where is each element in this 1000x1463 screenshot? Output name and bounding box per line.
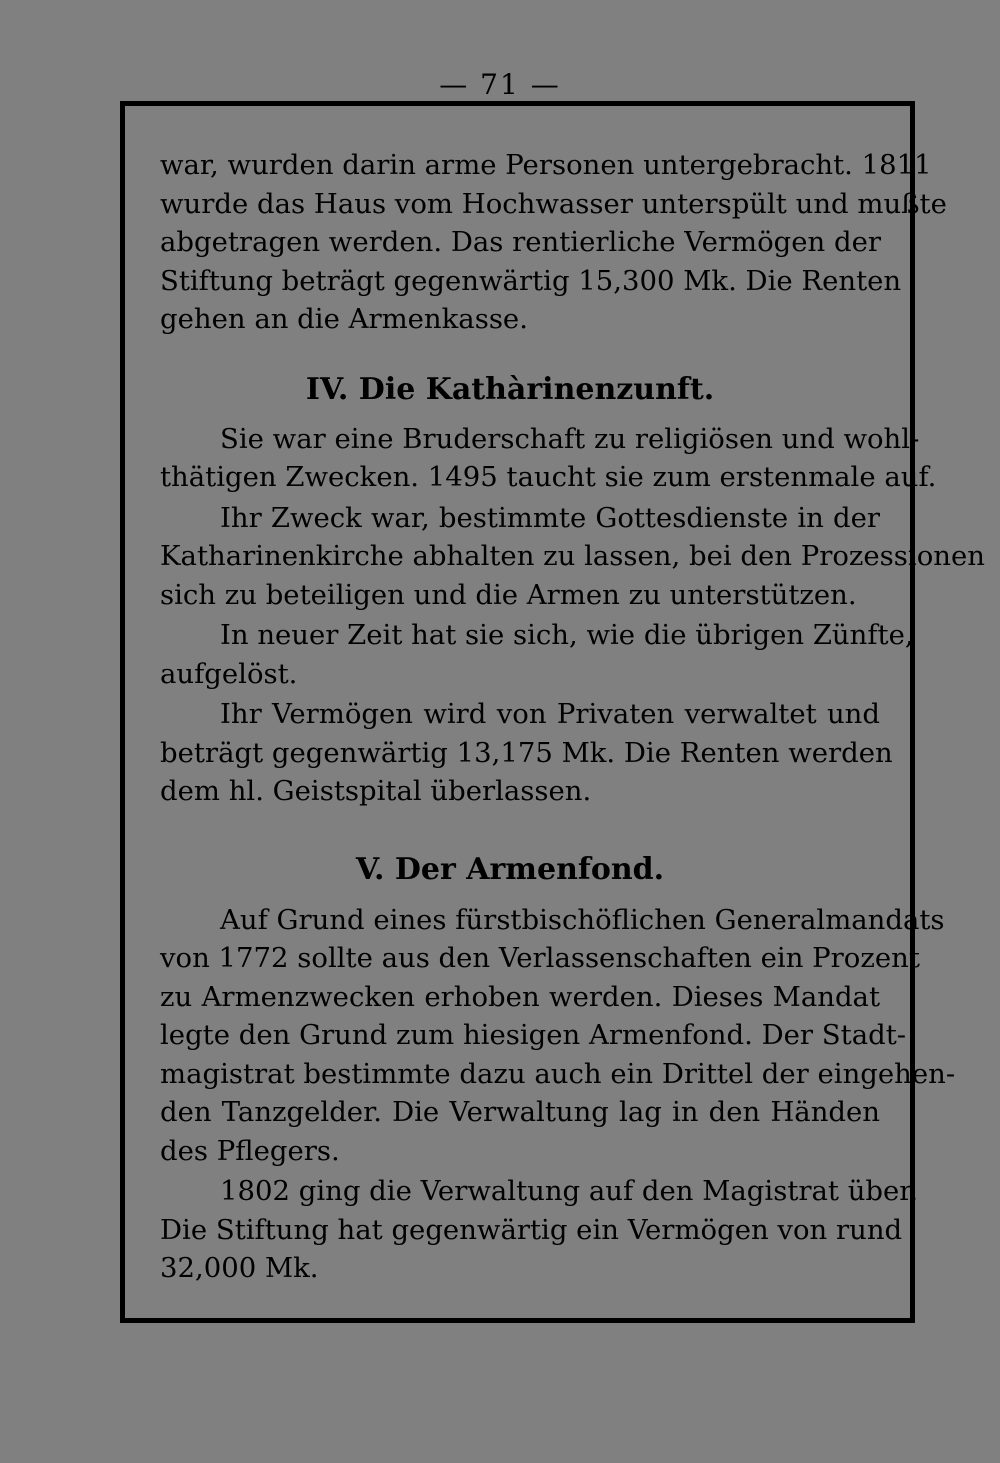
- text-line: sich zu beteiligen und die Armen zu unterstützen.: [160, 578, 857, 611]
- text-line: den Tanzgelder. Die Verwaltung lag in den Händen: [160, 1096, 880, 1128]
- paragraph: [160, 420, 937, 497]
- text-line: war, wurden darin arme Personen untergebracht. 1811: [160, 149, 932, 181]
- text-line: 1802 ging die Verwaltung auf den Magistrat über.: [220, 1175, 919, 1207]
- text-line: aufgelöst.: [160, 657, 298, 690]
- text-line: In neuer Zeit hat sie sich, wie die übrigen Zünfte,: [220, 619, 914, 651]
- page-frame: [120, 101, 985, 1323]
- text-line: wurde das Haus vom Hochwasser unterspült und mußte: [160, 187, 947, 220]
- paragraph-top: [160, 146, 947, 339]
- paragraph: [160, 901, 956, 1171]
- section-heading-iv: IV. Die Kathàrinenzunft.: [305, 371, 715, 407]
- page-number: — 71 —: [439, 68, 561, 101]
- paragraph: [160, 499, 985, 615]
- text-line: des Pflegers.: [160, 1134, 340, 1167]
- text-line: Sie war eine Bruderschaft zu religiösen und wohl-: [220, 422, 920, 455]
- text-line: magistrat bestimmte dazu auch ein Drittel der eingehen-: [160, 1057, 956, 1090]
- text-line: Ihr Zweck war, bestimmte Gottesdienste in der: [220, 501, 880, 534]
- section-heading-v: V. Der Armenfond.: [355, 851, 665, 887]
- text-line: 32,000 Mk.: [160, 1252, 319, 1284]
- text-line: Katharinenkirche abhalten zu lassen, bei den Prozessionen: [160, 540, 985, 572]
- text-line: zu Armenzwecken erhoben werden. Dieses Mandat: [160, 980, 880, 1013]
- paragraph: [160, 616, 914, 693]
- text-line: Ihr Vermögen wird von Privaten verwaltet und: [220, 698, 880, 730]
- text-line: abgetragen werden. Das rentierliche Vermögen der: [160, 226, 881, 258]
- text-line: legte den Grund zum hiesigen Armenfond. Der Stadt-: [160, 1019, 907, 1051]
- text-line: Stiftung beträgt gegenwärtig 15,300 Mk. Die Renten: [160, 264, 902, 297]
- text-line: gehen an die Armenkasse.: [160, 303, 528, 335]
- text-line: thätigen Zwecken. 1495 taucht sie zum erstenmale auf.: [160, 461, 937, 493]
- text-line: dem hl. Geistspital überlassen.: [160, 775, 592, 807]
- text-line: Auf Grund eines fürstbischöflichen Generalmandats: [220, 903, 945, 936]
- text-line: von 1772 sollte aus den Verlassenschaften ein Prozent: [160, 942, 920, 974]
- text-line: beträgt gegenwärtig 13,175 Mk. Die Renten werden: [160, 736, 893, 769]
- paragraph: [160, 1172, 919, 1288]
- text-line: Die Stiftung hat gegenwärtig ein Vermögen von rund: [160, 1213, 903, 1246]
- paragraph: [160, 695, 893, 811]
- page-content: [160, 146, 985, 1288]
